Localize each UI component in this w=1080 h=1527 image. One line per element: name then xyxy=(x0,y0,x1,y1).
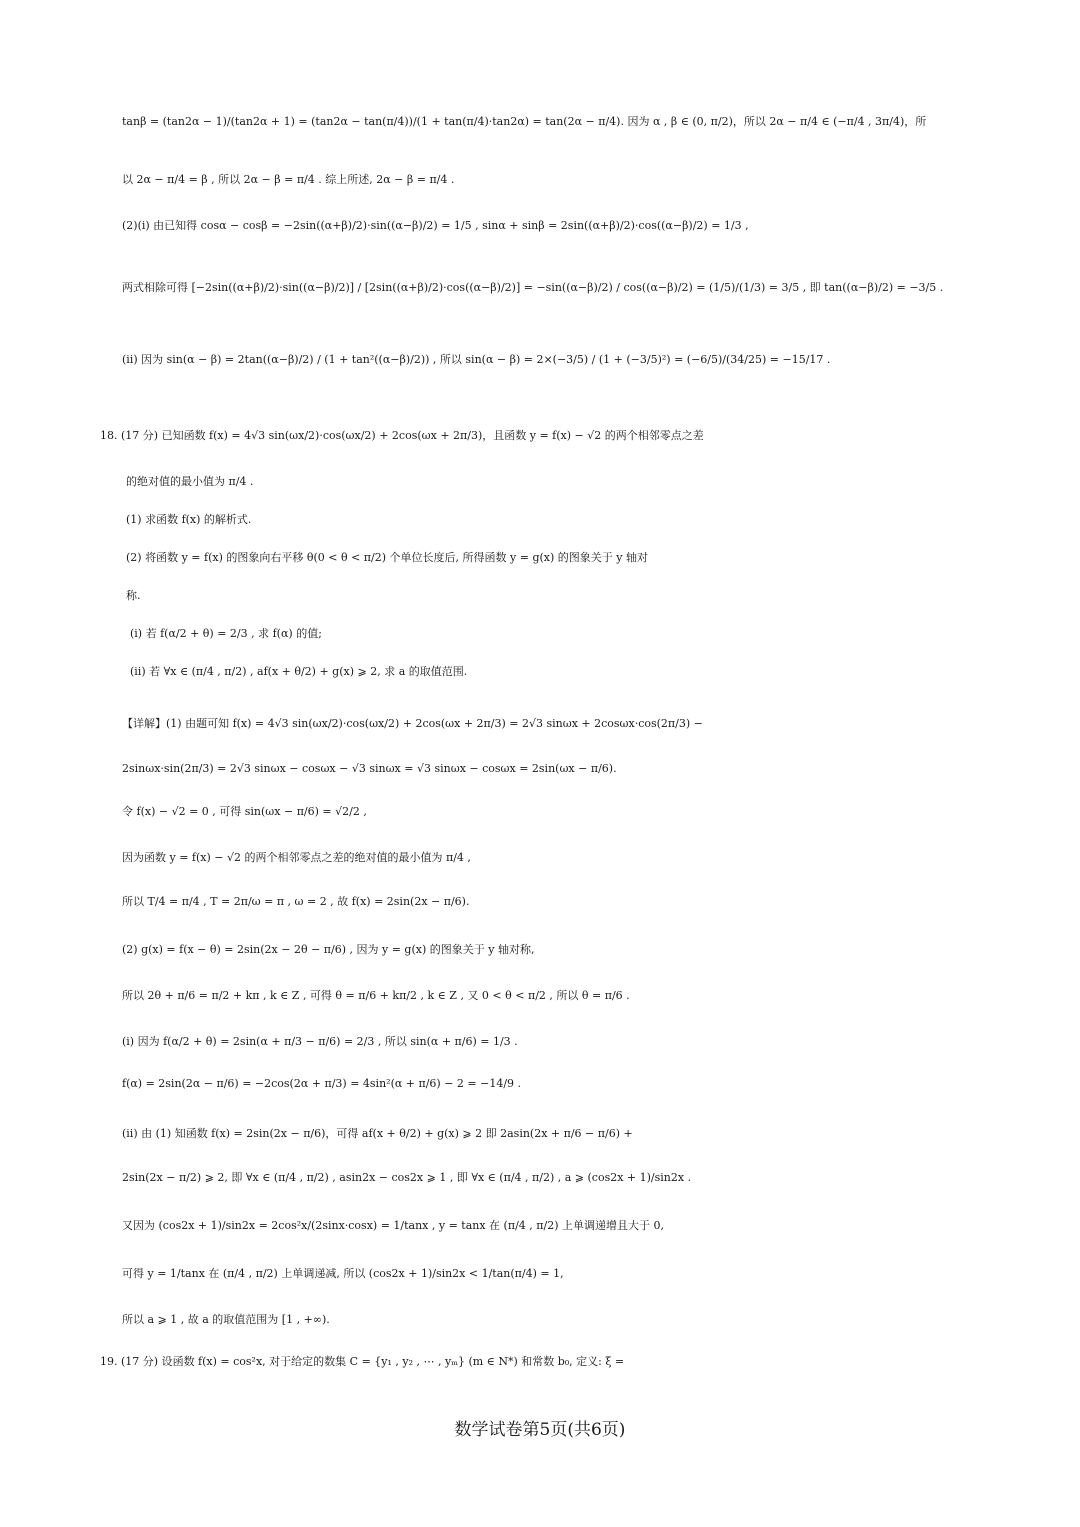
text-line: (ⅱ) 因为 sin(α − β) = 2tan((α−β)/2) / (1 + tan²((α−β)/2)) , 所以 sin(α − β) = 2×(−3/5) / (1 + (−3/5)²) = (−6/5)/(34/25) = −15/17 . xyxy=(122,353,831,366)
text-line: 令 f(x) − √2 = 0 , 可得 sin(ωx − π/6) = √2/2 , xyxy=(122,805,367,818)
text-line: 因为函数 y = f(x) − √2 的两个相邻零点之差的绝对值的最小值为 π/4 , xyxy=(122,851,471,864)
text-line: (2)(ⅰ) 由已知得 cosα − cosβ = −2sin((α+β)/2)·sin((α−β)/2) = 1/5 , sinα + sinβ = 2sin((α+β)/2)·cos((α−β)/2) = 1/3 , xyxy=(122,219,749,232)
text-line: 【详解】(1) 由题可知 f(x) = 4√3 sin(ωx/2)·cos(ωx/2) + 2cos(ωx + 2π/3) = 2√3 sinωx + 2cosωx·cos(2π/3) − xyxy=(122,717,703,730)
page-footer: 数学试卷第5页(共6页) xyxy=(454,1420,626,1440)
text-line: 两式相除可得 [−2sin((α+β)/2)·sin((α−β)/2)] / [2sin((α+β)/2)·cos((α−β)/2)] = −sin((α−β)/2) / cos((α−β)/2) = (1/5)/(1/3) = 3/5 , 即 tan((α−β)/2) = −3/5 . xyxy=(122,281,944,294)
text-line: (ⅱ) 由 (1) 知函数 f(x) = 2sin(2x − π/6)，可得 af(x + θ/2) + g(x) ⩾ 2 即 2asin(2x + π/6 − π/6) + xyxy=(122,1127,633,1140)
text-line: 可得 y = 1/tanx 在 (π/4 , π/2) 上单调递减, 所以 (cos2x + 1)/sin2x < 1/tan(π/4) = 1, xyxy=(122,1267,564,1280)
text-line: 2sinωx·sin(2π/3) = 2√3 sinωx − cosωx − √3 sinωx = √3 sinωx − cosωx = 2sin(ωx − π/6). xyxy=(122,762,617,775)
text-line: 18. (17 分) 已知函数 f(x) = 4√3 sin(ωx/2)·cos(ωx/2) + 2cos(ωx + 2π/3)，且函数 y = f(x) − √2 的两个相邻零点之差 xyxy=(100,429,704,442)
text-line: f(α) = 2sin(2α − π/6) = −2cos(2α + π/3) = 4sin²(α + π/6) − 2 = −14/9 . xyxy=(122,1077,522,1090)
text-line: 所以 T/4 = π/4 , T = 2π/ω = π , ω = 2 , 故 f(x) = 2sin(2x − π/6). xyxy=(122,895,470,908)
text-line: tanβ = (tan2α − 1)/(tan2α + 1) = (tan2α − tan(π/4))/(1 + tan(π/4)·tan2α) = tan(2α − π/4). 因为 α , β ∈ (0, π/2)，所以 2α − π/4 ∈ (−π/4 , 3π/4)，所 xyxy=(122,115,927,128)
text-line: 又因为 (cos2x + 1)/sin2x = 2cos²x/(2sinx·cosx) = 1/tanx , y = tanx 在 (π/4 , π/2) 上单调递增且大于 0, xyxy=(122,1219,664,1232)
text-line: 19. (17 分) 设函数 f(x) = cos²x, 对于给定的数集 C = {y₁ , y₂ , ⋯ , yₘ} (m ∈ N*) 和常数 b₀, 定义: ξ = xyxy=(100,1355,625,1368)
text-line: 2sin(2x − π/2) ⩾ 2, 即 ∀x ∈ (π/4 , π/2) , asin2x − cos2x ⩾ 1 , 即 ∀x ∈ (π/4 , π/2) , a ⩾ (cos2x + 1)/sin2x . xyxy=(122,1171,692,1184)
text-line: 的绝对值的最小值为 π/4 . xyxy=(126,475,254,488)
text-line: (2) g(x) = f(x − θ) = 2sin(2x − 2θ − π/6) , 因为 y = g(x) 的图象关于 y 轴对称, xyxy=(122,943,535,956)
text-line: (ⅰ) 若 f(α/2 + θ) = 2/3 , 求 f(α) 的值; xyxy=(130,627,322,640)
text-line: (1) 求函数 f(x) 的解析式. xyxy=(126,513,252,526)
text-line: 称. xyxy=(126,589,141,602)
text-line: (2) 将函数 y = f(x) 的图象向右平移 θ(0 < θ < π/2) 个单位长度后, 所得函数 y = g(x) 的图象关于 y 轴对 xyxy=(126,551,648,564)
text-line: 以 2α − π/4 = β , 所以 2α − β = π/4 . 综上所述, 2α − β = π/4 . xyxy=(122,173,455,186)
text-line: (ⅰ) 因为 f(α/2 + θ) = 2sin(α + π/3 − π/6) = 2/3 , 所以 sin(α + π/6) = 1/3 . xyxy=(122,1035,518,1048)
text-line: 所以 a ⩾ 1 , 故 a 的取值范围为 [1 , +∞). xyxy=(122,1313,330,1326)
text-line: 所以 2θ + π/6 = π/2 + kπ , k ∈ Z , 可得 θ = π/6 + kπ/2 , k ∈ Z , 又 0 < θ < π/2 , 所以 θ = π/6 . xyxy=(122,989,630,1002)
text-line: (ⅱ) 若 ∀x ∈ (π/4 , π/2) , af(x + θ/2) + g(x) ⩾ 2, 求 a 的取值范围. xyxy=(130,665,468,678)
